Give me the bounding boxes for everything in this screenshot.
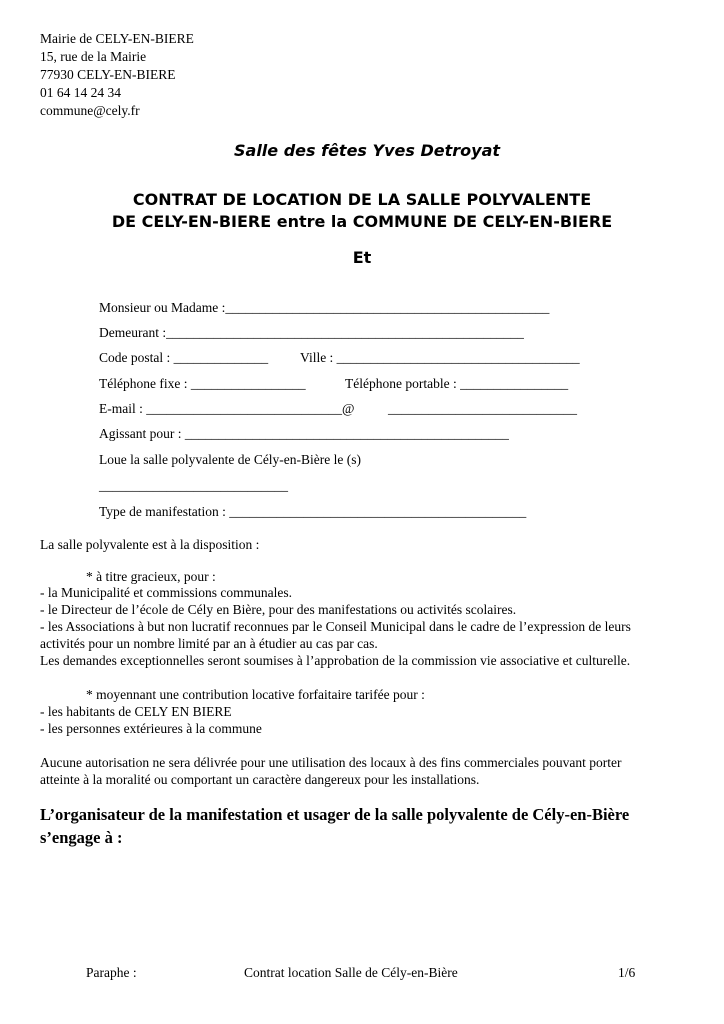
autorisation-line-1: Aucune autorisation ne sera délivrée pour une utilisation des locaux à des fins commerciales pouvant porter bbox=[40, 755, 622, 770]
field-loue-dates[interactable]: ____________________________ bbox=[99, 478, 288, 493]
sender-phone: 01 64 14 24 34 bbox=[40, 85, 121, 100]
sender-city: 77930 CELY-EN-BIERE bbox=[40, 67, 176, 82]
field-telephone-fixe[interactable]: Téléphone fixe : _________________ bbox=[99, 376, 306, 391]
field-ville[interactable]: Ville : ____________________________________ bbox=[300, 350, 580, 365]
field-email-user[interactable]: E-mail : _____________________________@ bbox=[99, 401, 355, 416]
venue-title: Salle des fêtes Yves Detroyat bbox=[234, 141, 501, 160]
footer-paraphe: Paraphe : bbox=[86, 965, 137, 980]
gracieux-item-3a: - les Associations à but non lucratif reconnues par le Conseil Municipal dans le cadre de l’expression de leurs bbox=[40, 619, 631, 634]
sender-name: Mairie de CELY-EN-BIERE bbox=[40, 31, 194, 46]
autorisation-line-2: atteinte à la moralité ou comportant un caractère dangereux pour les installations. bbox=[40, 772, 480, 787]
organisateur-heading-1: L’organisateur de la manifestation et usager de la salle polyvalente de Cély-en-Bière bbox=[40, 805, 630, 824]
field-agissant-pour[interactable]: Agissant pour : ________________________________________________ bbox=[99, 426, 509, 441]
contract-title-line1: CONTRAT DE LOCATION DE LA SALLE POLYVALENTE bbox=[132, 190, 592, 209]
gracieux-item-1: - la Municipalité et commissions communales. bbox=[40, 585, 292, 600]
contract-title-et: Et bbox=[352, 248, 372, 267]
gracieux-item-2: - le Directeur de l’école de Cély en Bière, pour des manifestations ou activités scolaires. bbox=[40, 602, 517, 617]
contribution-heading: * moyennant une contribution locative forfaitaire tarifée pour : bbox=[86, 687, 425, 702]
disposition-intro: La salle polyvalente est à la disposition : bbox=[40, 537, 260, 552]
footer-page-number: 1/6 bbox=[618, 965, 636, 980]
sender-email: commune@cely.fr bbox=[40, 103, 140, 118]
field-loue-label: Loue la salle polyvalente de Cély-en-Bière le (s) bbox=[99, 452, 362, 467]
gracieux-heading: * à titre gracieux, pour : bbox=[86, 569, 216, 584]
contribution-item-1: - les habitants de CELY EN BIERE bbox=[40, 704, 232, 719]
gracieux-item-3b: activités pour un nombre limité par an à étudier au cas par cas. bbox=[40, 636, 378, 651]
field-code-postal[interactable]: Code postal : ______________ bbox=[99, 350, 269, 365]
exceptionnelles-note: Les demandes exceptionnelles seront soumises à l’approbation de la commission vie associative et culturelle. bbox=[40, 653, 631, 668]
contribution-item-2: - les personnes extérieures à la commune bbox=[40, 721, 262, 736]
footer-title: Contrat location Salle de Cély-en-Bière bbox=[244, 965, 458, 980]
contract-title-line2: DE CELY-EN-BIERE entre la COMMUNE DE CELY-EN-BIERE bbox=[111, 212, 613, 231]
field-telephone-portable[interactable]: Téléphone portable : ________________ bbox=[345, 376, 569, 391]
field-demeurant[interactable]: Demeurant :_____________________________________________________ bbox=[99, 325, 524, 340]
organisateur-heading-2: s’engage à : bbox=[40, 828, 123, 847]
field-monsieur-madame[interactable]: Monsieur ou Madame :________________________________________________ bbox=[99, 300, 550, 315]
field-type-manifestation[interactable]: Type de manifestation : ____________________________________________ bbox=[99, 504, 527, 519]
field-email-domain[interactable]: ____________________________ bbox=[388, 401, 577, 416]
sender-street: 15, rue de la Mairie bbox=[40, 49, 147, 64]
